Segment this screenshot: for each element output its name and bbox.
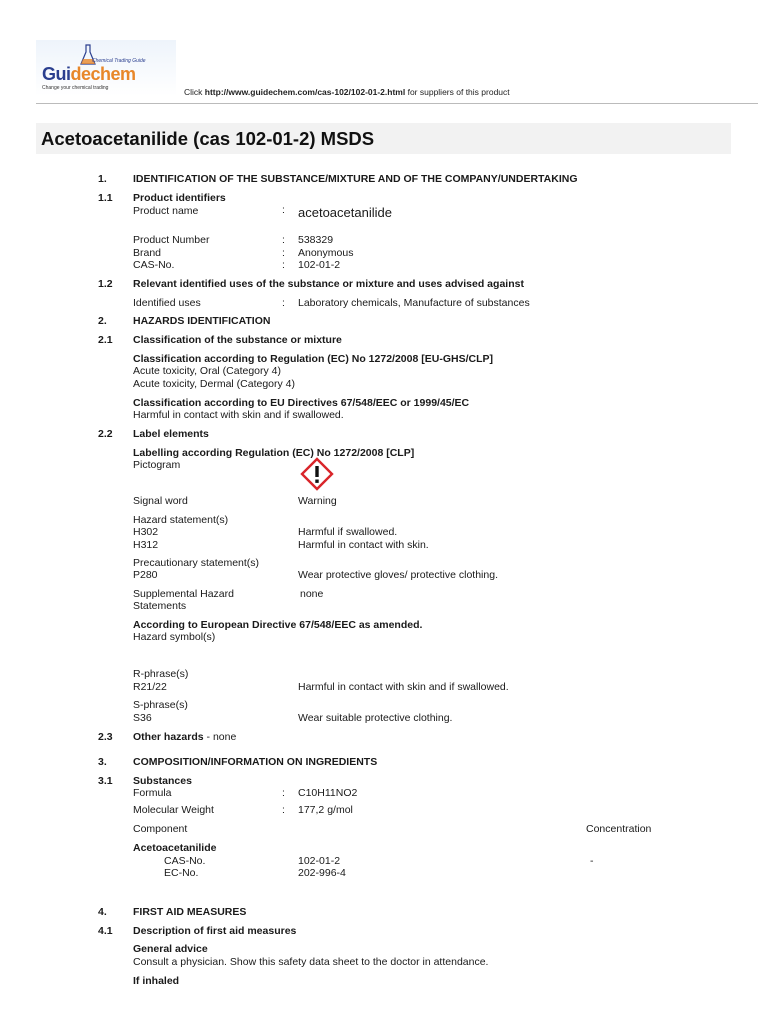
section-number: 2.1 — [98, 334, 113, 346]
field-value: 538329 — [298, 234, 334, 246]
field-value: Wear suitable protective clothing. — [298, 712, 453, 724]
field-colon: : — [282, 787, 285, 799]
field-label: Identified uses — [133, 297, 201, 309]
field-label: Brand — [133, 247, 162, 259]
table-header-component: Component — [133, 823, 188, 835]
field-label: Statements — [133, 600, 187, 612]
field-label: CAS-No. — [133, 259, 175, 271]
field-value: 102-01-2 — [298, 259, 341, 271]
field-value: Wear protective gloves/ protective clothing. — [298, 569, 498, 581]
section-number: 1.1 — [98, 192, 113, 204]
field-label: Molecular Weight — [133, 804, 214, 816]
section-number: 2.2 — [98, 428, 113, 440]
section-heading: Label elements — [133, 428, 209, 440]
subheading: General advice — [133, 943, 208, 955]
section-number: 1. — [98, 173, 107, 185]
section-heading: IDENTIFICATION OF THE SUBSTANCE/MIXTURE AND OF THE COMPANY/UNDERTAKING — [133, 173, 578, 185]
field-colon: : — [282, 259, 285, 271]
field-colon: : — [282, 234, 285, 246]
subheading: Classification according to EU Directives 67/548/EEC or 1999/45/EC — [133, 397, 470, 409]
field-colon: : — [282, 247, 285, 259]
field-colon: : — [282, 204, 285, 216]
section-heading: Product identifiers — [133, 192, 226, 204]
field-colon: : — [282, 804, 285, 816]
component-name: Acetoacetanilide — [133, 842, 217, 854]
section-heading: FIRST AID MEASURES — [133, 906, 247, 918]
supplier-url-link[interactable]: http://www.guidechem.com/cas-102/102-01-2.html — [204, 87, 406, 97]
section-number: 4. — [98, 906, 107, 918]
concentration-value: - — [590, 855, 594, 867]
field-label: Hazard symbol(s) — [133, 631, 216, 643]
header-divider — [36, 103, 758, 104]
logo-subtitle: Change your chemical trading — [42, 85, 109, 91]
field-value: Laboratory chemicals, Manufacture of substances — [298, 297, 530, 309]
section-number: 2. — [98, 315, 107, 327]
field-value: Anonymous — [298, 247, 354, 259]
field-label: Supplemental Hazard — [133, 588, 234, 600]
section-number: 3.1 — [98, 775, 113, 787]
text-line: Acute toxicity, Dermal (Category 4) — [133, 378, 296, 390]
logo-tagline: Chemical Trading Guide — [92, 58, 146, 64]
field-label: Precautionary statement(s) — [133, 557, 260, 569]
section-heading: HAZARDS IDENTIFICATION — [133, 315, 271, 327]
section-heading: Relevant identified uses of the substance or mixture and uses advised against — [133, 278, 524, 290]
field-label: H302 — [133, 526, 159, 538]
field-label: Product Number — [133, 234, 210, 246]
subheading: According to European Directive 67/548/EEC as amended. — [133, 619, 423, 631]
field-value: 102-01-2 — [298, 855, 341, 867]
product-name-value: acetoacetanilide — [298, 205, 392, 220]
field-label: R-phrase(s) — [133, 668, 189, 680]
section-heading: COMPOSITION/INFORMATION ON INGREDIENTS — [133, 756, 378, 768]
logo-wordmark: Guidechem — [42, 64, 136, 84]
other-hazards-line: Other hazards - none — [133, 731, 237, 743]
field-label: Product name — [133, 205, 199, 217]
field-label: S-phrase(s) — [133, 699, 188, 711]
supplier-link-line: Click http://www.guidechem.com/cas-102/102-01-2.html for suppliers of this product — [184, 87, 510, 97]
field-label: CAS-No. — [164, 855, 206, 867]
table-header-concentration: Concentration — [586, 823, 652, 835]
field-colon: : — [282, 297, 285, 309]
field-label: P280 — [133, 569, 158, 581]
section-number: 2.3 — [98, 731, 113, 743]
field-value: C10H11NO2 — [298, 787, 358, 799]
section-number: 1.2 — [98, 278, 113, 290]
exclamation-hazard-pictogram-icon — [300, 457, 334, 491]
field-label: Signal word — [133, 495, 188, 507]
field-label: H312 — [133, 539, 159, 551]
field-label: EC-No. — [164, 867, 199, 879]
field-value: none — [300, 588, 324, 600]
field-label: Formula — [133, 787, 172, 799]
field-label: Pictogram — [133, 459, 181, 471]
page-title: Acetoacetanilide (cas 102-01-2) MSDS — [41, 128, 375, 149]
field-value: 177,2 g/mol — [298, 804, 353, 816]
title-bar — [36, 123, 731, 154]
field-value: Warning — [298, 495, 337, 507]
section-number: 4.1 — [98, 925, 113, 937]
section-heading: Substances — [133, 775, 192, 787]
subheading: Classification according to Regulation (EC) No 1272/2008 [EU-GHS/CLP] — [133, 353, 493, 365]
text-line: Harmful in contact with skin and if swallowed. — [133, 409, 344, 421]
text-line: Acute toxicity, Oral (Category 4) — [133, 365, 282, 377]
field-value: 202-996-4 — [298, 867, 346, 879]
subheading: Labelling according Regulation (EC) No 1272/2008 [CLP] — [133, 447, 415, 459]
text-line: Consult a physician. Show this safety data sheet to the doctor in attendance. — [133, 956, 489, 968]
section-number: 3. — [98, 756, 107, 768]
section-heading: Classification of the substance or mixture — [133, 334, 342, 346]
field-label: R21/22 — [133, 681, 167, 693]
field-value: Harmful in contact with skin and if swallowed. — [298, 681, 509, 693]
field-label: S36 — [133, 712, 152, 724]
section-heading: Description of first aid measures — [133, 925, 297, 937]
subheading: If inhaled — [133, 975, 180, 987]
field-value: Harmful if swallowed. — [298, 526, 398, 538]
field-label: Hazard statement(s) — [133, 514, 229, 526]
field-value: Harmful in contact with skin. — [298, 539, 429, 551]
guidechem-logo[interactable] — [36, 40, 176, 96]
